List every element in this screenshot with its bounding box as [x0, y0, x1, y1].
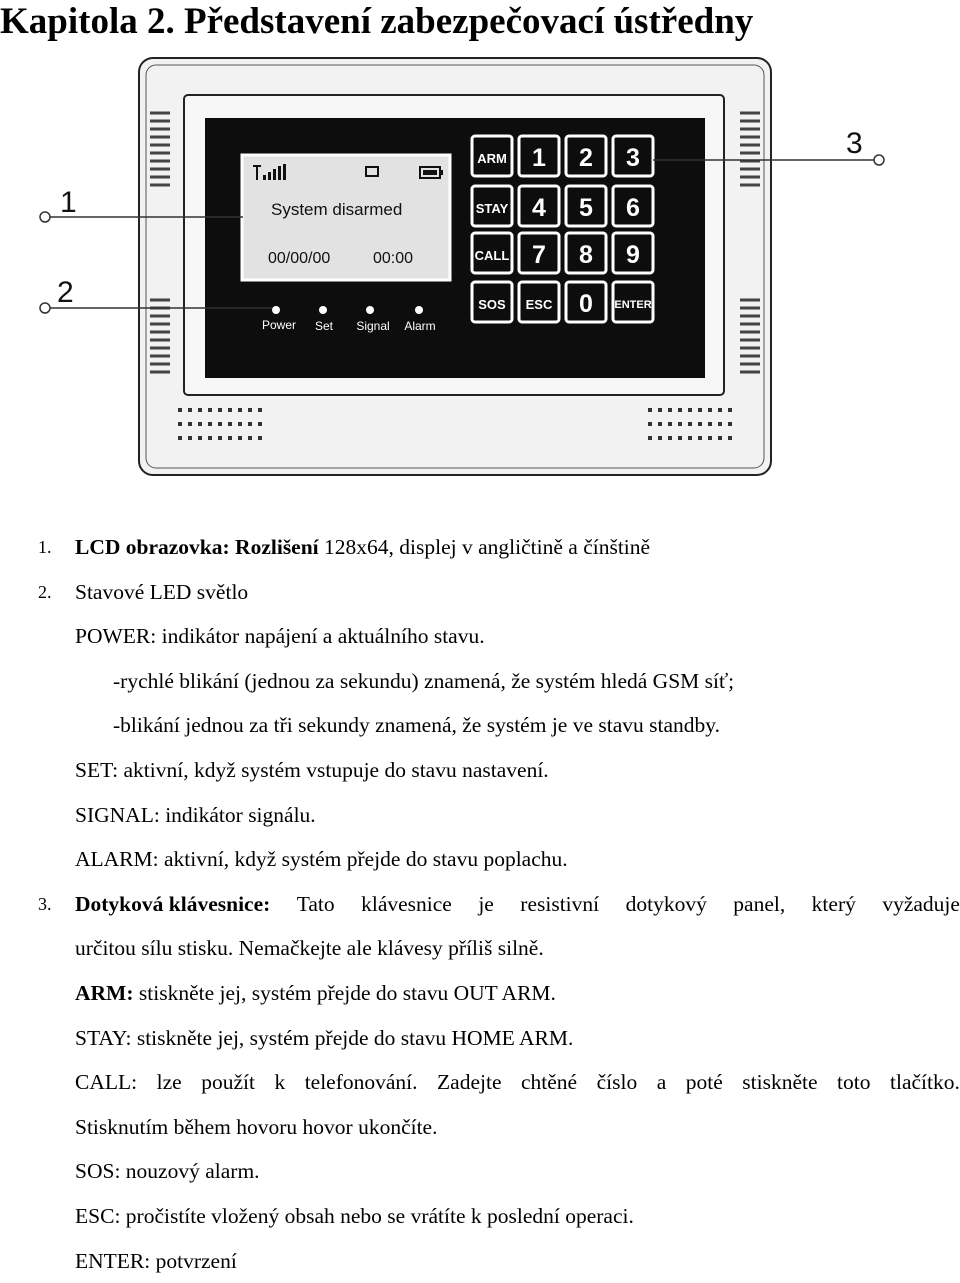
word: resistivní: [520, 882, 599, 927]
led-label-signal: Signal: [356, 319, 389, 333]
term-text: : aktivní, když systém vstupuje do stavu nastavení.: [112, 758, 549, 782]
key-5[interactable]: [566, 186, 606, 226]
key-3[interactable]: [613, 136, 653, 176]
item-stay: [0, 1016, 960, 1061]
svg-text:3: 3: [846, 127, 863, 160]
term-text: : stiskněte jej, systém přejde do stavu HOME ARM.: [125, 1026, 573, 1050]
word: lze: [157, 1060, 182, 1105]
term-label: ENTER: [75, 1249, 144, 1273]
led-alarm: [415, 306, 423, 314]
term-label: POWER: [75, 624, 150, 648]
term-label: SIGNAL: [75, 803, 154, 827]
word: telefonování.: [305, 1060, 418, 1105]
word: použít: [201, 1060, 255, 1105]
term-label: SET: [75, 758, 112, 782]
term-text: : indikátor signálu.: [154, 803, 316, 827]
item-label: Dotyková klávesnice:: [75, 882, 270, 927]
svg-text:9: 9: [626, 241, 640, 269]
item-call: [0, 1060, 960, 1105]
key-6[interactable]: [613, 186, 653, 226]
item-call-cont: [0, 1105, 960, 1150]
word: toto: [837, 1060, 870, 1105]
word-group: [75, 1060, 137, 1105]
item-power-slow: [0, 703, 960, 748]
word: který: [812, 882, 856, 927]
key-8[interactable]: [566, 233, 606, 273]
term-label: ALARM: [75, 847, 153, 871]
svg-text:1: 1: [60, 186, 77, 219]
svg-text:7: 7: [532, 241, 546, 269]
word: :: [131, 1070, 137, 1094]
description-list: [0, 525, 960, 1283]
svg-text:6: 6: [626, 194, 640, 222]
term-label: SOS: [75, 1159, 114, 1183]
term-text: : potvrzení: [144, 1249, 237, 1273]
term-label: STAY: [75, 1026, 125, 1050]
item-set: [0, 748, 960, 793]
svg-text:4: 4: [532, 194, 546, 222]
item-keypad-cont: [0, 926, 960, 971]
led-set: [319, 306, 327, 314]
svg-text:ARM: ARM: [477, 151, 507, 166]
lcd-time: 00:00: [373, 250, 413, 267]
item-power-fast: [0, 659, 960, 704]
word: chtěné: [521, 1060, 577, 1105]
svg-text:2: 2: [579, 144, 593, 172]
word: je: [478, 882, 494, 927]
item-keypad: [0, 882, 960, 927]
led-power: [272, 306, 280, 314]
term-text: : aktivní, když systém přejde do stavu poplachu.: [153, 847, 568, 871]
sub-item-text: -rychlé blikání (jednou za sekundu) znamená, že systém hledá GSM síť;: [113, 669, 734, 693]
key-0[interactable]: [566, 282, 606, 322]
word: stiskněte: [742, 1060, 817, 1105]
key-stay[interactable]: [472, 186, 512, 226]
item-esc: [0, 1194, 960, 1239]
item-text: Stisknutím během hovoru hovor ukončíte.: [75, 1115, 437, 1139]
term-label: ARM:: [75, 981, 134, 1005]
svg-text:2: 2: [57, 276, 74, 309]
item-text: 128x64, displej v angličtině a čínštině: [324, 535, 650, 559]
word: klávesnice: [361, 882, 452, 927]
item-enter: [0, 1239, 960, 1283]
page-title: Kapitola 2. Představení zabezpečovací ústředny: [0, 2, 960, 42]
lcd-date: 00/00/00: [268, 250, 330, 267]
sub-item-text: -blikání jednou za tři sekundy znamená, že systém je ve stavu standby.: [113, 713, 720, 737]
svg-text:0: 0: [579, 290, 593, 318]
key-1[interactable]: [519, 136, 559, 176]
svg-text:5: 5: [579, 194, 593, 222]
led-label-power: Power: [262, 318, 296, 332]
key-esc[interactable]: [519, 282, 559, 322]
key-2[interactable]: [566, 136, 606, 176]
svg-text:ENTER: ENTER: [614, 299, 651, 311]
item-text: určitou sílu stisku. Nemačkejte ale klávesy příliš silně.: [75, 936, 544, 960]
term-text: stiskněte jej, systém přejde do stavu OUT ARM.: [134, 981, 556, 1005]
item-alarm: [0, 837, 960, 882]
key-4[interactable]: [519, 186, 559, 226]
svg-text:STAY: STAY: [476, 201, 509, 216]
word: tlačítko.: [890, 1060, 960, 1105]
term-label: CALL: [75, 1070, 131, 1094]
key-9[interactable]: [613, 233, 653, 273]
term-text: : pročistíte vložený obsah nebo se vrátíte k poslední operaci.: [114, 1204, 633, 1228]
word: panel,: [733, 882, 785, 927]
word: Tato: [297, 882, 335, 927]
item-number: 2.: [38, 570, 52, 615]
key-enter[interactable]: [613, 282, 653, 322]
led-label-set: Set: [315, 319, 334, 333]
svg-text:SOS: SOS: [478, 297, 506, 312]
word: k: [274, 1060, 285, 1105]
item-led: [0, 570, 960, 615]
item-number: 1.: [38, 525, 52, 570]
item-number: 3.: [38, 882, 52, 927]
key-arm[interactable]: [472, 136, 512, 176]
item-sos: [0, 1149, 960, 1194]
item-label: Stavové LED světlo: [75, 580, 248, 604]
led-signal: [366, 306, 374, 314]
word: a: [657, 1060, 667, 1105]
alarm-panel-figure: [0, 0, 960, 500]
key-7[interactable]: [519, 233, 559, 273]
item-lcd: [0, 525, 960, 570]
svg-text:ESC: ESC: [526, 297, 553, 312]
word: dotykový: [626, 882, 707, 927]
term-label: ESC: [75, 1204, 114, 1228]
key-sos[interactable]: [472, 282, 512, 322]
word: poté: [686, 1060, 723, 1105]
svg-text:CALL: CALL: [475, 248, 510, 263]
item-power: [0, 614, 960, 659]
lcd-status-text: System disarmed: [271, 200, 402, 219]
term-text: : indikátor napájení a aktuálního stavu.: [150, 624, 484, 648]
svg-text:8: 8: [579, 241, 593, 269]
term-text: : nouzový alarm.: [114, 1159, 259, 1183]
word: číslo: [597, 1060, 638, 1105]
word: Zadejte: [437, 1060, 501, 1105]
item-signal: [0, 793, 960, 838]
item-label: LCD obrazovka: Rozlišení: [75, 535, 319, 559]
svg-text:3: 3: [626, 144, 640, 172]
item-arm: [0, 971, 960, 1016]
led-label-alarm: Alarm: [404, 319, 435, 333]
word: vyžaduje: [882, 882, 960, 927]
key-call[interactable]: [472, 233, 512, 273]
svg-text:1: 1: [532, 144, 546, 172]
